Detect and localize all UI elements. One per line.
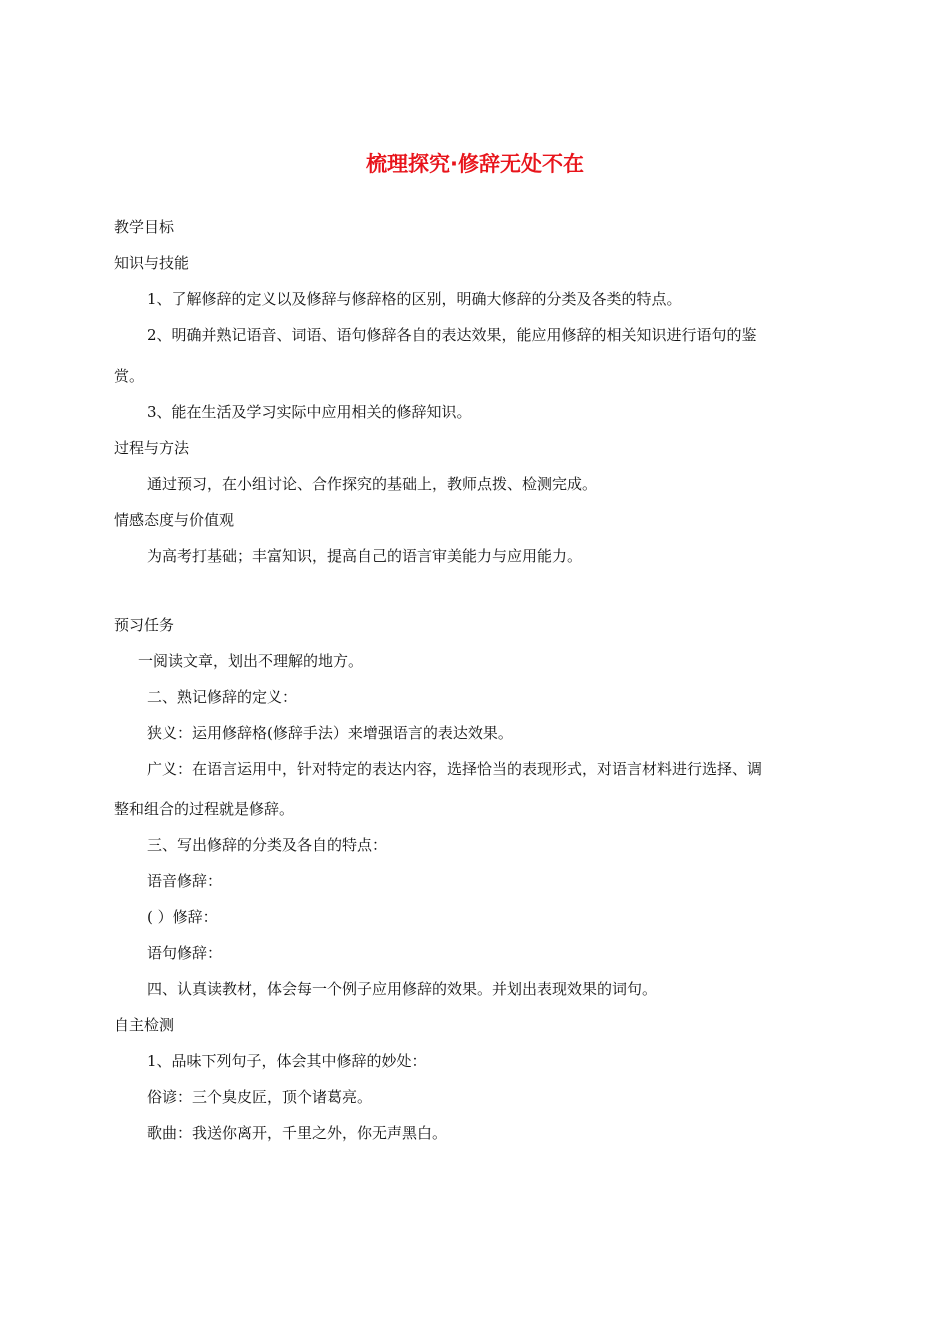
- selfcheck-item-1: 1、品味下列句子，体会其中修辞的妙处：: [147, 1052, 427, 1070]
- definition-narrow: 狭义：运用修辞格(修辞手法）来增强语言的表达效果。: [147, 724, 513, 742]
- heading-knowledge: 知识与技能: [114, 254, 190, 272]
- heading-objectives: 教学目标: [114, 218, 175, 236]
- knowledge-item-2-cont: 赏。: [114, 367, 145, 385]
- knowledge-item-1: 1、了解修辞的定义以及修辞与修辞格的区别，明确大修辞的分类及各类的特点。: [147, 290, 682, 308]
- heading-emotion: 情感态度与价值观: [114, 511, 235, 529]
- preview-item-4: 四、认真读教材，体会每一个例子应用修辞的效果。并划出表现效果的词句。: [147, 980, 658, 998]
- emotion-text: 为高考打基础；丰富知识，提高自己的语言审美能力与应用能力。: [147, 547, 583, 565]
- heading-process: 过程与方法: [114, 439, 190, 457]
- example-song: 歌曲：我送你离开，千里之外，你无声黑白。: [147, 1124, 448, 1142]
- sentence-rhetoric: 语句修辞：: [147, 944, 223, 962]
- definition-broad: 广义：在语言运用中，针对特定的表达内容，选择恰当的表现形式，对语言材料进行选择、调: [147, 760, 763, 778]
- process-text: 通过预习，在小组讨论、合作探究的基础上，教师点拨、检测完成。: [147, 475, 598, 493]
- phonetic-rhetoric: 语音修辞：: [147, 872, 223, 890]
- knowledge-item-2: 2、明确并熟记语音、词语、语句修辞各自的表达效果，能应用修辞的相关知识进行语句的鉴: [147, 326, 757, 344]
- preview-item-1: 一阅读文章，划出不理解的地方。: [138, 652, 364, 670]
- definition-broad-cont: 整和组合的过程就是修辞。: [114, 800, 295, 818]
- heading-preview: 预习任务: [114, 616, 175, 634]
- document-title: 梳理探究·修辞无处不在: [366, 152, 584, 176]
- preview-item-3: 三、写出修辞的分类及各自的特点：: [147, 836, 388, 854]
- knowledge-item-3: 3、能在生活及学习实际中应用相关的修辞知识。: [147, 403, 472, 421]
- blank-rhetoric: ( ）修辞：: [147, 908, 218, 926]
- example-proverb: 俗谚：三个臭皮匠，顶个诸葛亮。: [147, 1088, 373, 1106]
- heading-selfcheck: 自主检测: [114, 1016, 175, 1034]
- preview-item-2: 二、熟记修辞的定义：: [147, 688, 298, 706]
